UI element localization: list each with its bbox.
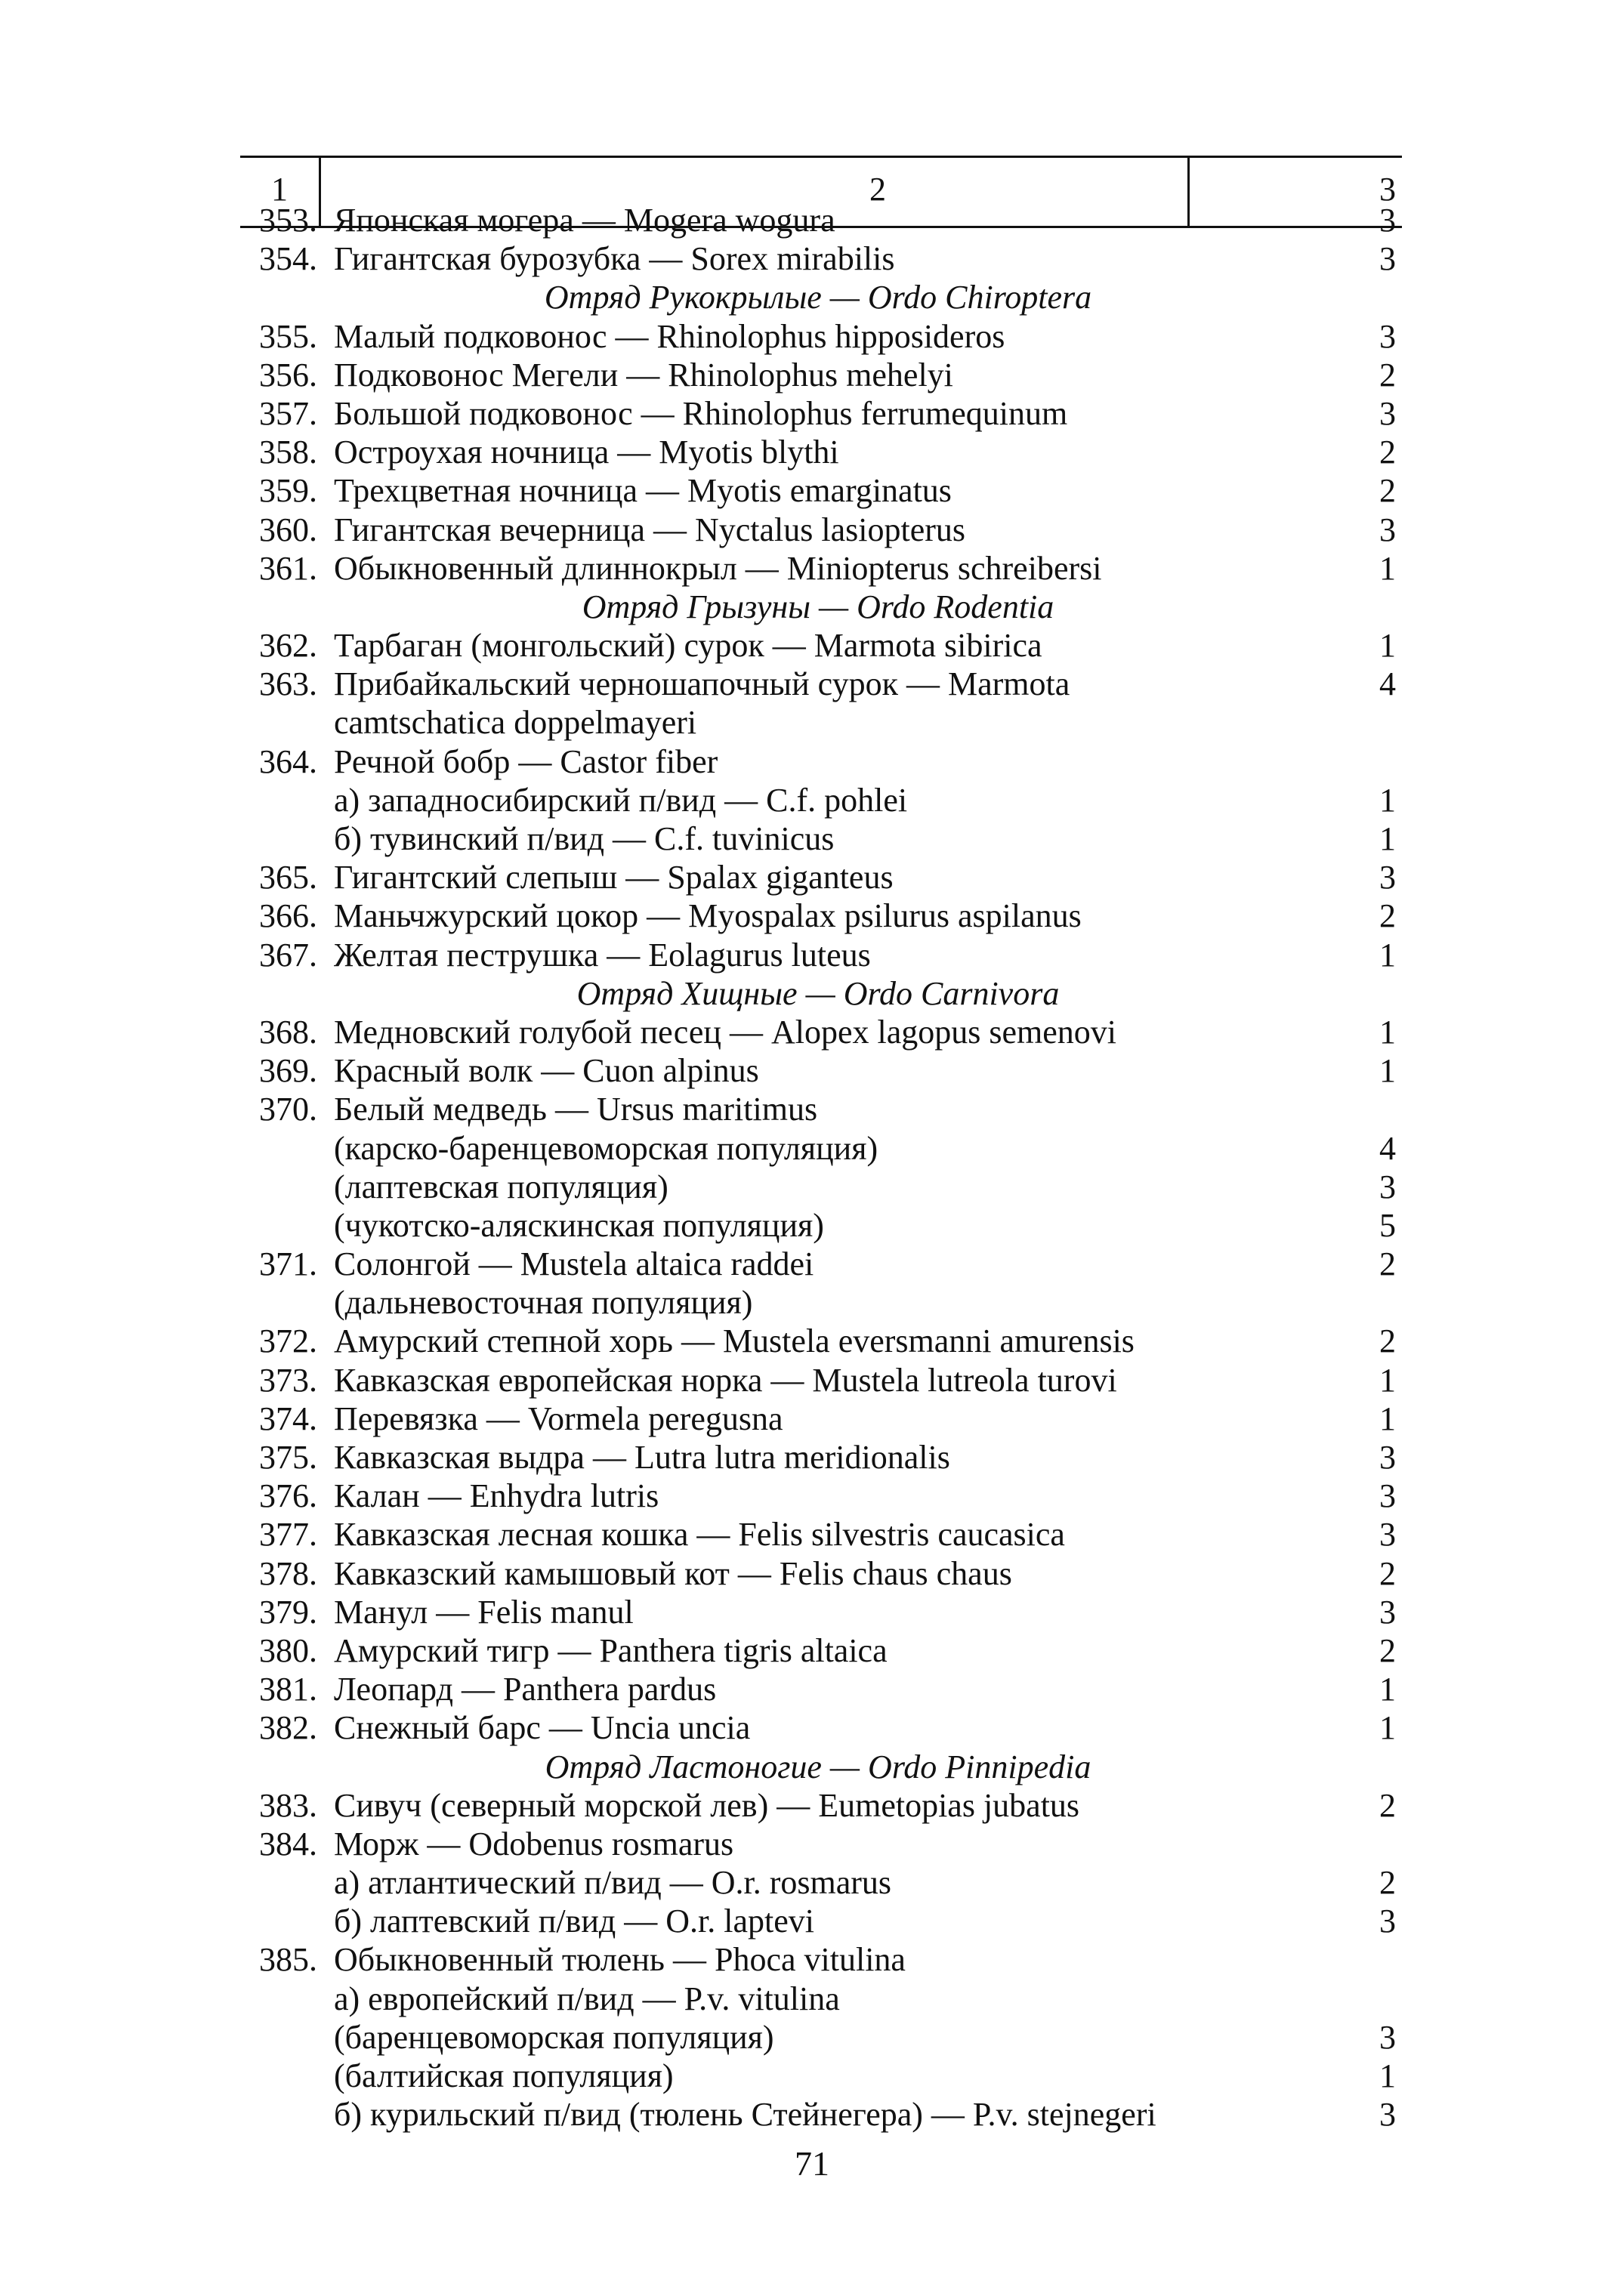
status-category: 4 bbox=[1379, 665, 1396, 703]
table-row bbox=[240, 896, 1419, 935]
table-row bbox=[240, 1593, 1419, 1631]
status-category: 2 bbox=[1379, 356, 1396, 393]
species-name: Кавказский камышовый кот — Felis chaus chaus bbox=[334, 1554, 1012, 1592]
status-category: 4 bbox=[1379, 1129, 1396, 1167]
status-category: 1 bbox=[1379, 2057, 1396, 2094]
row-number: 382. bbox=[259, 1709, 317, 1747]
row-number: 372. bbox=[259, 1322, 317, 1360]
status-category: 3 bbox=[1379, 1516, 1396, 1554]
species-name: (баренцевоморская популяция) bbox=[334, 2018, 774, 2056]
table-row bbox=[240, 742, 1419, 781]
table-row bbox=[240, 626, 1419, 665]
status-category: 3 bbox=[1379, 317, 1396, 355]
row-number: 374. bbox=[259, 1400, 317, 1437]
table-row bbox=[240, 1400, 1419, 1438]
species-name: а) западносибирский п/вид — C.f. pohlei bbox=[334, 781, 908, 819]
order-heading bbox=[240, 588, 1419, 626]
species-name: Обыкновенный длиннокрыл — Miniopterus schreibersi bbox=[334, 549, 1102, 587]
status-category: 3 bbox=[1379, 859, 1396, 896]
status-category: 2 bbox=[1379, 472, 1396, 510]
species-name: (карско-баренцевоморская популяция) bbox=[334, 1129, 878, 1167]
species-name: Леопард — Panthera pardus bbox=[334, 1671, 717, 1708]
species-name: Маньчжурский цокор — Myospalax psilurus aspilanus bbox=[334, 897, 1082, 935]
species-name: camtschatica doppelmayeri bbox=[334, 704, 697, 742]
status-category: 1 bbox=[1379, 781, 1396, 819]
header-col-2: 2 bbox=[869, 171, 886, 208]
row-number: 365. bbox=[259, 859, 317, 896]
status-category: 1 bbox=[1379, 1013, 1396, 1051]
table-row bbox=[240, 1245, 1419, 1283]
species-name: Обыкновенный тюлень — Phoca vitulina bbox=[334, 1941, 906, 1979]
status-category: 2 bbox=[1379, 1245, 1396, 1283]
row-number: 377. bbox=[259, 1516, 317, 1554]
row-number: 379. bbox=[259, 1593, 317, 1631]
table-row bbox=[240, 356, 1419, 394]
page-number: 71 bbox=[795, 2144, 829, 2183]
status-category: 1 bbox=[1379, 1400, 1396, 1437]
table-row bbox=[240, 1863, 1419, 1902]
row-number: 364. bbox=[259, 742, 317, 780]
species-name: Медновский голубой песец — Alopex lagopus semenovi bbox=[334, 1013, 1116, 1051]
table-row bbox=[240, 317, 1419, 356]
table-row bbox=[240, 1322, 1419, 1360]
table-row bbox=[240, 1902, 1419, 1940]
species-name: Подковонос Мегели — Rhinolophus mehelyi bbox=[334, 356, 953, 393]
row-number: 371. bbox=[259, 1245, 317, 1283]
table-row bbox=[240, 1013, 1419, 1051]
species-table bbox=[240, 201, 1419, 2134]
order-title: Отряд Рукокрылые — Ordo Chiroptera bbox=[544, 279, 1092, 316]
species-name: Речной бобр — Castor fiber bbox=[334, 742, 718, 780]
table-row bbox=[240, 1206, 1419, 1245]
species-name: Малый подковонос — Rhinolophus hipposideros bbox=[334, 317, 1005, 355]
species-name: Прибайкальский черношапочный сурок — Marmota bbox=[334, 665, 1070, 703]
species-name: Кавказская европейская норка — Mustela lutreola turovi bbox=[334, 1361, 1117, 1399]
species-name: Морж — Odobenus rosmarus bbox=[334, 1825, 734, 1862]
species-name: Трехцветная ночница — Myotis emarginatus bbox=[334, 472, 952, 510]
status-category: 3 bbox=[1379, 1168, 1396, 1205]
row-number: 368. bbox=[259, 1013, 317, 1051]
status-category: 3 bbox=[1379, 1903, 1396, 1940]
row-number: 376. bbox=[259, 1477, 317, 1515]
table-row bbox=[240, 201, 1419, 239]
header-col-3: 3 bbox=[1379, 171, 1396, 208]
header-col-1: 1 bbox=[271, 171, 288, 208]
row-number: 354. bbox=[259, 240, 317, 278]
table-row bbox=[240, 1438, 1419, 1477]
species-name: (чукотско-аляскинская популяция) bbox=[334, 1206, 824, 1244]
status-category: 1 bbox=[1379, 549, 1396, 587]
table-row bbox=[240, 1361, 1419, 1400]
species-name: а) атлантический п/вид — O.r. rosmarus bbox=[334, 1864, 892, 1902]
status-category: 2 bbox=[1379, 1554, 1396, 1592]
status-category: 3 bbox=[1379, 240, 1396, 278]
table-row bbox=[240, 1515, 1419, 1554]
species-name: б) тувинский п/вид — C.f. tuvinicus bbox=[334, 820, 835, 857]
species-name: Остроухая ночница — Myotis blythi bbox=[334, 434, 839, 471]
table-row bbox=[240, 1670, 1419, 1708]
table-row bbox=[240, 1129, 1419, 1168]
status-category: 1 bbox=[1379, 627, 1396, 665]
row-number: 369. bbox=[259, 1052, 317, 1090]
row-number: 358. bbox=[259, 434, 317, 471]
table-row bbox=[240, 936, 1419, 974]
table-row bbox=[240, 394, 1419, 433]
status-category: 2 bbox=[1379, 897, 1396, 935]
species-name: (лаптевская популяция) bbox=[334, 1168, 668, 1205]
table-row bbox=[240, 1051, 1419, 1090]
order-title: Отряд Грызуны — Ordo Rodentia bbox=[582, 588, 1054, 625]
order-title: Отряд Хищные — Ordo Carnivora bbox=[576, 974, 1060, 1012]
row-number: 373. bbox=[259, 1361, 317, 1399]
species-name: б) лаптевский п/вид — O.r. laptevi bbox=[334, 1903, 814, 1940]
table-row bbox=[240, 1168, 1419, 1206]
status-category: 1 bbox=[1379, 1709, 1396, 1747]
species-name: Манул — Felis manul bbox=[334, 1593, 634, 1631]
species-name: Гигантская бурозубка — Sorex mirabilis bbox=[334, 240, 895, 278]
row-number: 381. bbox=[259, 1671, 317, 1708]
status-category: 1 bbox=[1379, 1052, 1396, 1090]
row-number: 366. bbox=[259, 897, 317, 935]
species-name: Желтая пеструшка — Eolagurus luteus bbox=[334, 936, 871, 974]
row-number: 363. bbox=[259, 665, 317, 703]
table-row bbox=[240, 1477, 1419, 1515]
table-row bbox=[240, 819, 1419, 858]
species-name: а) европейский п/вид — P.v. vitulina bbox=[334, 1980, 840, 2017]
species-name: Перевязка — Vormela peregusna bbox=[334, 1400, 783, 1437]
species-name: Гигантский слепыш — Spalax giganteus bbox=[334, 859, 894, 896]
species-name: Большой подковонос — Rhinolophus ferrumequinum bbox=[334, 394, 1068, 432]
species-name: Тарбаган (монгольский) сурок — Marmota sibirica bbox=[334, 627, 1042, 665]
species-name: Гигантская вечерница — Nyctalus lasiopterus bbox=[334, 511, 966, 548]
status-category: 1 bbox=[1379, 1361, 1396, 1399]
status-category: 2 bbox=[1379, 434, 1396, 471]
status-category: 2 bbox=[1379, 1786, 1396, 1824]
row-number: 361. bbox=[259, 549, 317, 587]
table-row bbox=[240, 2057, 1419, 2095]
row-number: 355. bbox=[259, 317, 317, 355]
status-category: 3 bbox=[1379, 1593, 1396, 1631]
table-row bbox=[240, 1554, 1419, 1593]
status-category: 1 bbox=[1379, 936, 1396, 974]
table-row bbox=[240, 1708, 1419, 1747]
status-category: 3 bbox=[1379, 511, 1396, 548]
table-row bbox=[240, 433, 1419, 471]
status-category: 2 bbox=[1379, 1322, 1396, 1360]
species-name: Кавказская выдра — Lutra lutra meridionalis bbox=[334, 1439, 950, 1476]
row-number: 362. bbox=[259, 627, 317, 665]
table-row bbox=[240, 511, 1419, 549]
species-name: Калан — Enhydra lutris bbox=[334, 1477, 659, 1515]
row-number: 384. bbox=[259, 1825, 317, 1862]
table-row bbox=[240, 858, 1419, 896]
species-name: Снежный барс — Uncia uncia bbox=[334, 1709, 751, 1747]
row-number: 375. bbox=[259, 1439, 317, 1476]
table-row bbox=[240, 239, 1419, 278]
species-name: Японская могера — Mogera wogura bbox=[334, 202, 835, 239]
table-row bbox=[240, 1940, 1419, 1979]
table-row bbox=[240, 471, 1419, 510]
table-row bbox=[240, 1825, 1419, 1863]
table-row bbox=[240, 1090, 1419, 1128]
species-name: Кавказская лесная кошка — Felis silvestris caucasica bbox=[334, 1516, 1065, 1554]
species-name: Красный волк — Cuon alpinus bbox=[334, 1052, 759, 1090]
row-number: 380. bbox=[259, 1631, 317, 1669]
order-heading bbox=[240, 1748, 1419, 1786]
table-row bbox=[240, 2095, 1419, 2134]
species-name: Белый медведь — Ursus maritimus bbox=[334, 1091, 818, 1128]
table-row bbox=[240, 1283, 1419, 1322]
status-category: 3 bbox=[1379, 2096, 1396, 2134]
status-category: 5 bbox=[1379, 1206, 1396, 1244]
row-number: 367. bbox=[259, 936, 317, 974]
species-name: (дальневосточная популяция) bbox=[334, 1284, 753, 1322]
table-row bbox=[240, 703, 1419, 742]
table-row bbox=[240, 1980, 1419, 2018]
table-row bbox=[240, 549, 1419, 588]
species-name: Амурский тигр — Panthera tigris altaica bbox=[334, 1631, 888, 1669]
order-title: Отряд Ластоногие — Ordo Pinnipedia bbox=[545, 1748, 1091, 1785]
table-row bbox=[240, 665, 1419, 703]
species-name: (балтийская популяция) bbox=[334, 2057, 674, 2094]
status-category: 3 bbox=[1379, 1477, 1396, 1515]
row-number: 353. bbox=[259, 202, 317, 239]
row-number: 357. bbox=[259, 394, 317, 432]
status-category: 2 bbox=[1379, 1631, 1396, 1669]
table-row bbox=[240, 2018, 1419, 2057]
row-number: 370. bbox=[259, 1091, 317, 1128]
order-heading bbox=[240, 278, 1419, 316]
species-name: Солонгой — Mustela altaica raddei bbox=[334, 1245, 814, 1283]
table-row bbox=[240, 1786, 1419, 1825]
row-number: 360. bbox=[259, 511, 317, 548]
status-category: 3 bbox=[1379, 202, 1396, 239]
row-number: 385. bbox=[259, 1941, 317, 1979]
species-name: Сивуч (северный морской лев) — Eumetopias jubatus bbox=[334, 1786, 1080, 1824]
status-category: 2 bbox=[1379, 1864, 1396, 1902]
row-number: 383. bbox=[259, 1786, 317, 1824]
species-name: б) курильский п/вид (тюлень Стейнегера) — P.v. stejnegeri bbox=[334, 2096, 1156, 2134]
status-category: 1 bbox=[1379, 1671, 1396, 1708]
status-category: 1 bbox=[1379, 820, 1396, 857]
table-row bbox=[240, 781, 1419, 819]
species-name: Амурский степной хорь — Mustela eversmanni amurensis bbox=[334, 1322, 1135, 1360]
status-category: 3 bbox=[1379, 1439, 1396, 1476]
row-number: 359. bbox=[259, 472, 317, 510]
row-number: 356. bbox=[259, 356, 317, 393]
status-category: 3 bbox=[1379, 2018, 1396, 2056]
status-category: 3 bbox=[1379, 394, 1396, 432]
order-heading bbox=[240, 974, 1419, 1013]
row-number: 378. bbox=[259, 1554, 317, 1592]
table-row bbox=[240, 1631, 1419, 1670]
